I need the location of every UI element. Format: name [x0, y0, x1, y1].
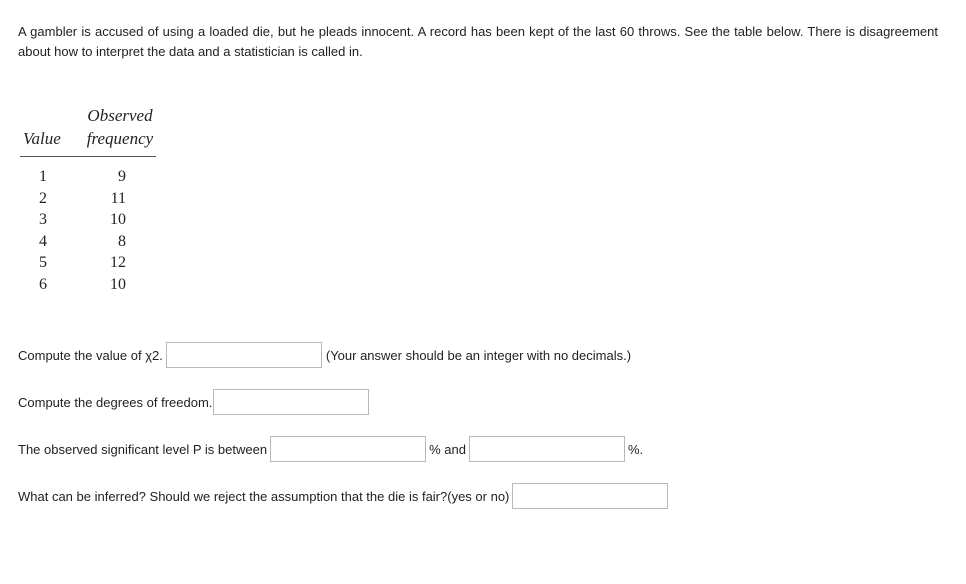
table-body [20, 168, 156, 298]
inference-input[interactable] [512, 483, 668, 509]
question-significance-level [18, 436, 643, 462]
row-value: 1 [39, 168, 47, 185]
inference-label: What can be inferred? Should we reject the assumption that the die is fair?(yes or no) [18, 488, 510, 504]
table-row [20, 190, 156, 212]
chi-square-input[interactable] [166, 342, 322, 368]
degrees-of-freedom-input[interactable] [213, 389, 369, 415]
header-divider [20, 156, 156, 157]
question-degrees-of-freedom [18, 389, 372, 415]
row-frequency: 8 [118, 232, 126, 250]
degrees-of-freedom-label: Compute the degrees of freedom. [18, 394, 213, 410]
row-frequency: 11 [110, 189, 126, 207]
header-value: Value [23, 129, 61, 148]
header-frequency: frequency [86, 129, 154, 148]
table-row [20, 168, 156, 190]
table-row [20, 254, 156, 276]
question-inference [18, 483, 671, 509]
row-value: 2 [39, 189, 47, 207]
question-chi-square [18, 342, 631, 368]
row-frequency: 10 [110, 275, 126, 293]
row-frequency: 12 [110, 254, 126, 272]
problem-intro: A gambler is accused of using a loaded die, but he pleads innocent. A record has been kept of the last 60 throws. See the table below. There is disagreement about how to interpret the data and a statistician is called in. [18, 24, 938, 59]
row-value: 5 [39, 254, 47, 272]
row-value: 4 [39, 232, 47, 250]
chi-square-note: (Your answer should be an integer with no decimals.) [325, 347, 632, 363]
chi-square-label: Compute the value of χ2. [18, 347, 163, 363]
significance-label: The observed significant level P is between [18, 441, 268, 457]
header-observed: Observed [87, 106, 153, 125]
row-frequency: 10 [110, 211, 126, 229]
row-value: 6 [39, 275, 47, 293]
percent-end-label: %. [627, 441, 644, 457]
table-row [20, 233, 156, 255]
p-upper-input[interactable] [469, 436, 625, 462]
table-row [20, 211, 156, 233]
percent-and-label: % and [429, 441, 466, 457]
table-row [20, 276, 156, 298]
p-lower-input[interactable] [270, 436, 426, 462]
row-frequency: 9 [118, 168, 126, 185]
row-value: 3 [39, 211, 47, 229]
